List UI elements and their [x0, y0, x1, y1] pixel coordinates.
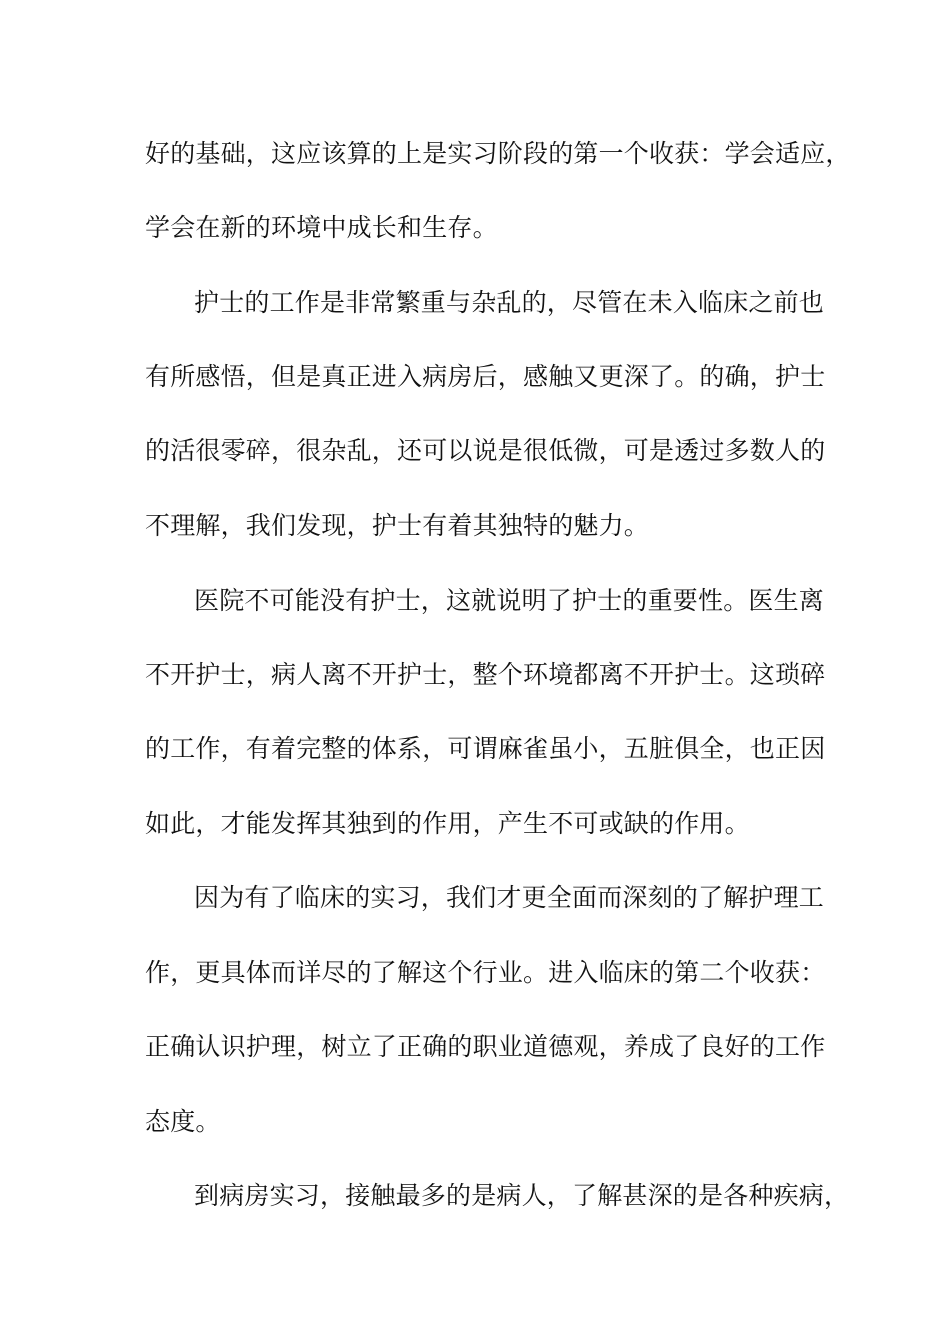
text-line: 有所感悟，但是真正进入病房后，感触又更深了。的确，护士: [145, 362, 826, 391]
text-line: 如此，才能发挥其独到的作用，产生不可或缺的作用。: [145, 809, 750, 838]
text-line: 不开护士，病人离不开护士，整个环境都离不开护士。这琐碎: [145, 660, 826, 689]
paragraph-first-line: 到病房实习，接触最多的是病人，了解甚深的是各种疾病，: [194, 1181, 850, 1210]
text-line: 好的基础，这应该算的上是实习阶段的第一个收获：学会适应，: [145, 139, 851, 168]
text-line: 正确认识护理，树立了正确的职业道德观，养成了良好的工作: [145, 1032, 826, 1061]
text-line: 不理解，我们发现，护士有着其独特的魅力。: [145, 511, 650, 540]
paragraph-first-line: 因为有了临床的实习，我们才更全面而深刻的了解护理工: [194, 883, 825, 912]
text-line: 的活很零碎，很杂乱，还可以说是很低微，可是透过多数人的: [145, 436, 826, 465]
text-line: 态度。: [145, 1107, 221, 1136]
paragraph-first-line: 医院不可能没有护士，这就说明了护士的重要性。医生离: [194, 586, 825, 615]
paragraph-first-line: 护士的工作是非常繁重与杂乱的，尽管在未入临床之前也: [194, 288, 825, 317]
text-line: 学会在新的环境中成长和生存。: [145, 213, 498, 242]
text-line: 作，更具体而详尽的了解这个行业。进入临床的第二个收获：: [145, 958, 826, 987]
text-line: 的工作，有着完整的体系，可谓麻雀虽小，五脏俱全，也正因: [145, 734, 826, 763]
